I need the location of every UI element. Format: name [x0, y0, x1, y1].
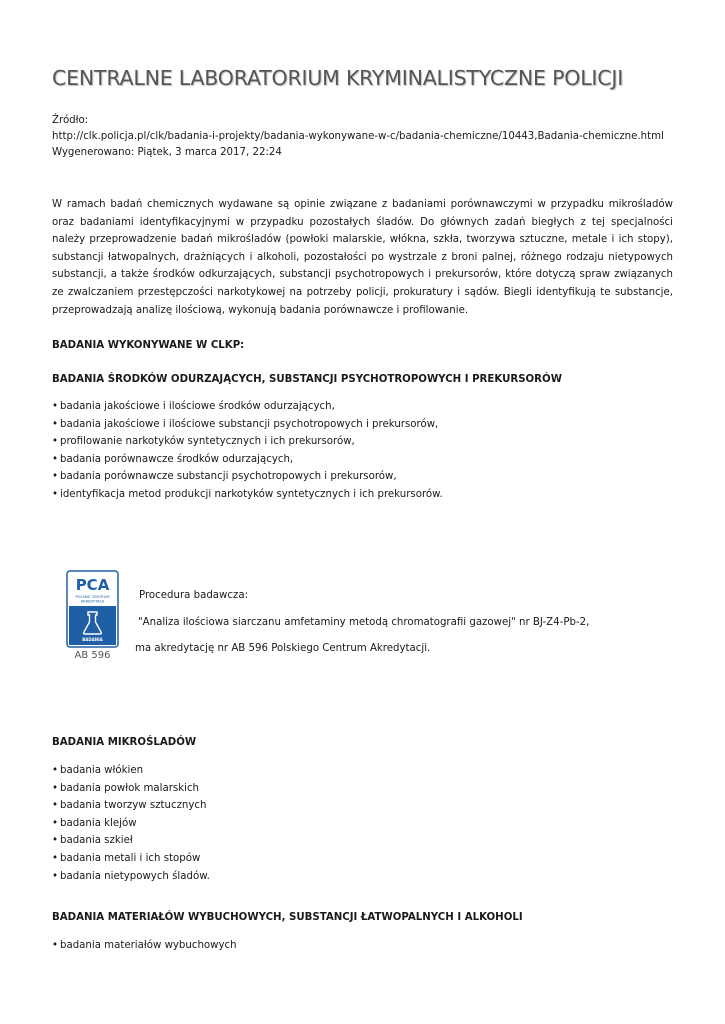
bullet-icon: •: [52, 870, 59, 882]
source-url: http://clk.policja.pl/clk/badania-i-projekty/badania-wykonywane-w-c/badania-chemiczne/10443,Badania-chemiczne.html: [52, 131, 664, 142]
list-item: • badania metali i ich stopów: [52, 850, 210, 868]
badge-code: AB 596: [74, 650, 111, 660]
explosives-list: [52, 937, 237, 955]
source-label: Źródło:: [52, 115, 89, 126]
bullet-icon: •: [52, 852, 59, 864]
pca-accreditation-badge: [66, 570, 119, 660]
bullet-icon: •: [52, 488, 59, 500]
list-item: • badania włókien: [52, 762, 210, 780]
list-item: • identyfikacja metod produkcji narkotyków syntetycznych i ich prekursorów.: [52, 486, 443, 504]
list-item: • badania porównawcze substancji psychotropowych i prekursorów,: [52, 468, 443, 486]
bullet-icon: •: [52, 401, 59, 412]
bullet-icon: •: [52, 471, 59, 483]
list-item: • badania szkieł: [52, 832, 210, 850]
intro-paragraph: W ramach badań chemicznych wydawane są opinie związane z badaniami porównawczymi w przypadku mikrośladów oraz badaniami identyfikacyjnymi w przypadku pozostałych śladów. Do głównych zadań biegłych z tej specjalności należy przeprowadzenie badań mikrośladów (powłoki malarskie, włókna, szkła, tworzywa sztuczne, metale i ich stopy), substancji łatwopalnych, drażniących i alkoholi, pozostałości po wystrzale z broni palnej, różnego rodzaju nietypowych substancji, a także środków odkurzających, substancji psychotropowych i prekursorów, które dotyczą spraw związanych ze zwalczaniem przestępczości narkotykowej na potrzeby policji, prokuratury i sądów. Biegli identyfikują te substancje, przeprowadzają analizę ilościową, wykonują badania porównawcze i profilowanie.: [52, 199, 673, 316]
section-heading-microtraces: BADANIA MIKROŚLADÓW: [52, 737, 197, 748]
bullet-icon: •: [52, 835, 59, 847]
list-item: • badania jakościowe i ilościowe substancji psychotropowych i prekursorów,: [52, 416, 443, 434]
microtraces-list: [52, 762, 210, 885]
document-meta: [52, 113, 664, 161]
section-heading-drugs: BADANIA ŚRODKÓW ODURZAJĄCYCH, SUBSTANCJI PSYCHOTROPOWYCH I PREKURSORÓW: [52, 374, 562, 385]
list-item: • badania klejów: [52, 815, 210, 833]
bullet-icon: •: [52, 817, 59, 829]
list-item: • badania jakościowe i ilościowe środków odurzających,: [52, 398, 443, 416]
bullet-icon: •: [52, 453, 59, 465]
list-item: • badania materiałów wybuchowych: [52, 937, 237, 955]
badge-label: BADANIA: [82, 637, 103, 642]
list-item: • badania porównawcze środków odurzających,: [52, 451, 443, 469]
procedure-accreditation: ma akredytację nr AB 596 Polskiego Centrum Akredytacji.: [135, 643, 431, 654]
procedure-name: "Analiza ilościowa siarczanu amfetaminy metodą chromatografii gazowej" nr BJ-Z4-Pb-2,: [138, 617, 590, 628]
badge-logo-text: PCA: [75, 576, 110, 594]
bullet-icon: •: [52, 782, 59, 794]
list-item: • badania powłok malarskich: [52, 780, 210, 798]
section-heading-explosives: BADANIA MATERIAŁÓW WYBUCHOWYCH, SUBSTANCJI ŁATWOPALNYCH I ALKOHOLI: [52, 912, 523, 923]
drugs-list: [52, 398, 443, 504]
bullet-icon: •: [52, 418, 59, 430]
bullet-icon: •: [52, 765, 59, 776]
bullet-icon: •: [52, 436, 59, 448]
page-title: CENTRALNE LABORATORIUM KRYMINALISTYCZNE POLICJI: [52, 66, 624, 90]
list-item: • profilowanie narkotyków syntetycznych i ich prekursorów,: [52, 433, 443, 451]
badge-subtitle-2: AKREDYTACJI: [80, 599, 105, 604]
bullet-icon: •: [52, 800, 59, 812]
procedure-label: Procedura badawcza:: [139, 590, 248, 601]
section-heading-main: BADANIA WYKONYWANE W CLKP:: [52, 340, 245, 351]
list-item: • badania nietypowych śladów.: [52, 868, 210, 886]
generated-date: Wygenerowano: Piątek, 3 marca 2017, 22:24: [52, 147, 282, 158]
badge-subtitle-1: POLSKIE CENTRUM: [75, 595, 110, 599]
list-item: • badania tworzyw sztucznych: [52, 797, 210, 815]
bullet-icon: •: [52, 940, 59, 951]
